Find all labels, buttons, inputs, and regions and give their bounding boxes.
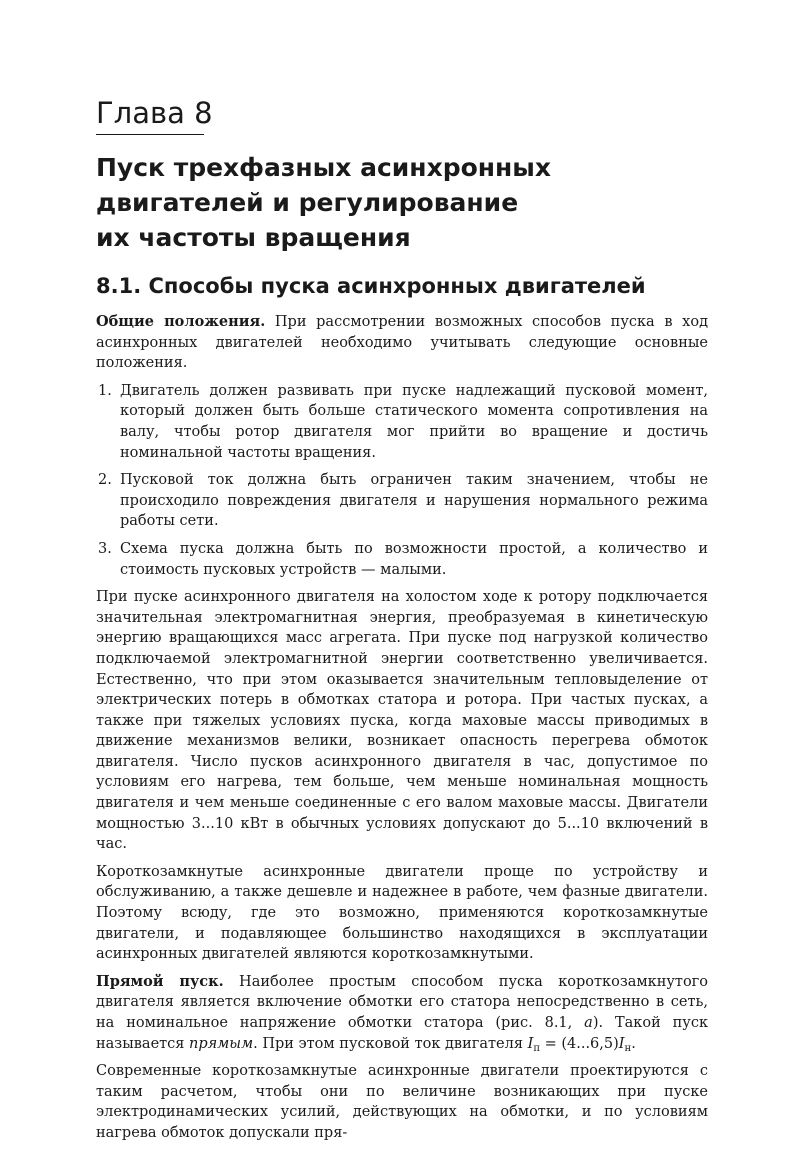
formula-subscript: п <box>533 1042 540 1054</box>
chapter-underline <box>96 134 204 135</box>
chapter-title-line: их частоты вращения <box>96 223 411 252</box>
body-text <box>96 312 708 1151</box>
list-text: Двигатель должен развивать при пуске надлежащий пусковой момент, который должен быть больше статического момента сопротивления на валу, чтобы ротор двигателя мог прийти во вращение и достичь номинальной частоты вращения. <box>120 382 708 461</box>
term-direct: прямым <box>189 1035 254 1052</box>
chapter-label: Глава 8 <box>96 96 213 130</box>
list-item <box>96 381 708 463</box>
direct-start-lead: Прямой пуск. <box>96 972 224 990</box>
chapter-title <box>96 150 716 255</box>
intro-lead: Общие положения. <box>96 313 266 330</box>
list-item <box>96 539 708 580</box>
list-text: Пусковой ток должна быть ограничен таким значением, чтобы не происходило повреждения двигателя и нарушения нормального режима работы сети. <box>120 472 708 530</box>
formula-end: . <box>631 1035 636 1052</box>
body-paragraph: Короткозамкнутые асинхронные двигатели проще по устройству и обслуживанию, а также дешевле и надежнее в работе, чем фазные двигатели. Поэтому всюду, где это возможно, применяются короткозамкнутые двигатели, и подавляющее большинство находящихся в эксплуатации асинхронных двигателей являются короткозамкнутыми. <box>96 863 708 963</box>
formula-variable: I <box>527 1035 534 1052</box>
intro-paragraph <box>96 312 708 374</box>
formula-equals: = (4...6,5) <box>539 1035 619 1052</box>
chapter-title-line: Пуск трехфазных асинхронных <box>96 153 552 182</box>
section-title: 8.1. Способы пуска асинхронных двигателей <box>96 274 646 298</box>
list-item <box>96 470 708 532</box>
list-text: Схема пуска должна быть по возможности простой, а количество и стоимость пусковых устройств — малыми. <box>120 540 708 578</box>
chapter-title-line: двигателей и регулирование <box>96 188 519 217</box>
formula-variable: I <box>618 1035 625 1052</box>
body-paragraph: Современные короткозамкнутые асинхронные двигатели проектируются с таким расчетом, чтобы они по величине возникающих при пуске электродинамических усилий, действующих на обмотки, и по условиям нагрева обмоток допускали пря- <box>96 1063 708 1141</box>
body-paragraph: При пуске асинхронного двигателя на холостом ходе к ротору подключается значительная электромагнитная энергия, преобразуемая в кинетическую энергию вращающихся масс агрегата. При пуске под нагрузкой количество подключаемой электромагнитной энергии соответственно увеличивается. Естественно, что при этом оказывается значительным тепловыделение от электрических потерь в обмотках статора и ротора. При частых пусках, а также при тяжелых условиях пуска, когда маховые массы приводимых в движение механизмов велики, возникает опасность перегрева обмоток двигателя. Число пусков асинхронного двигателя в час, допустимое по условиям его нагрева, тем больше, чем меньше номинальная мощность двигателя и чем меньше соединенные с его валом маховые массы. Двигатели мощностью 3...10 кВт в обычных условиях допускают до 5...10 включений в час. <box>96 589 708 853</box>
list-number: 3. <box>98 540 112 557</box>
list-number: 2. <box>98 472 112 489</box>
intro-text: При рассмотрении возможных способов пуска в ход асинхронных двигателей необходимо учитывать следующие основные положения. <box>96 314 709 372</box>
direct-start-paragraph <box>96 972 708 1054</box>
list-number: 1. <box>98 382 112 399</box>
figure-letter: а <box>584 1015 593 1031</box>
direct-start-text: . При этом пусковой ток двигателя <box>253 1035 528 1052</box>
direct-start-text: Наиболее простым способом пуска короткозамкнутого двигателя является включение обмотки его статора непосредственно в сеть, на номинальное напряжение обмотки статора (рис. 8.1, <box>96 973 708 1031</box>
formula-subscript: н <box>624 1042 632 1054</box>
direct-start-text: ). Такой пуск называется <box>96 1015 709 1052</box>
requirements-list <box>96 381 708 580</box>
